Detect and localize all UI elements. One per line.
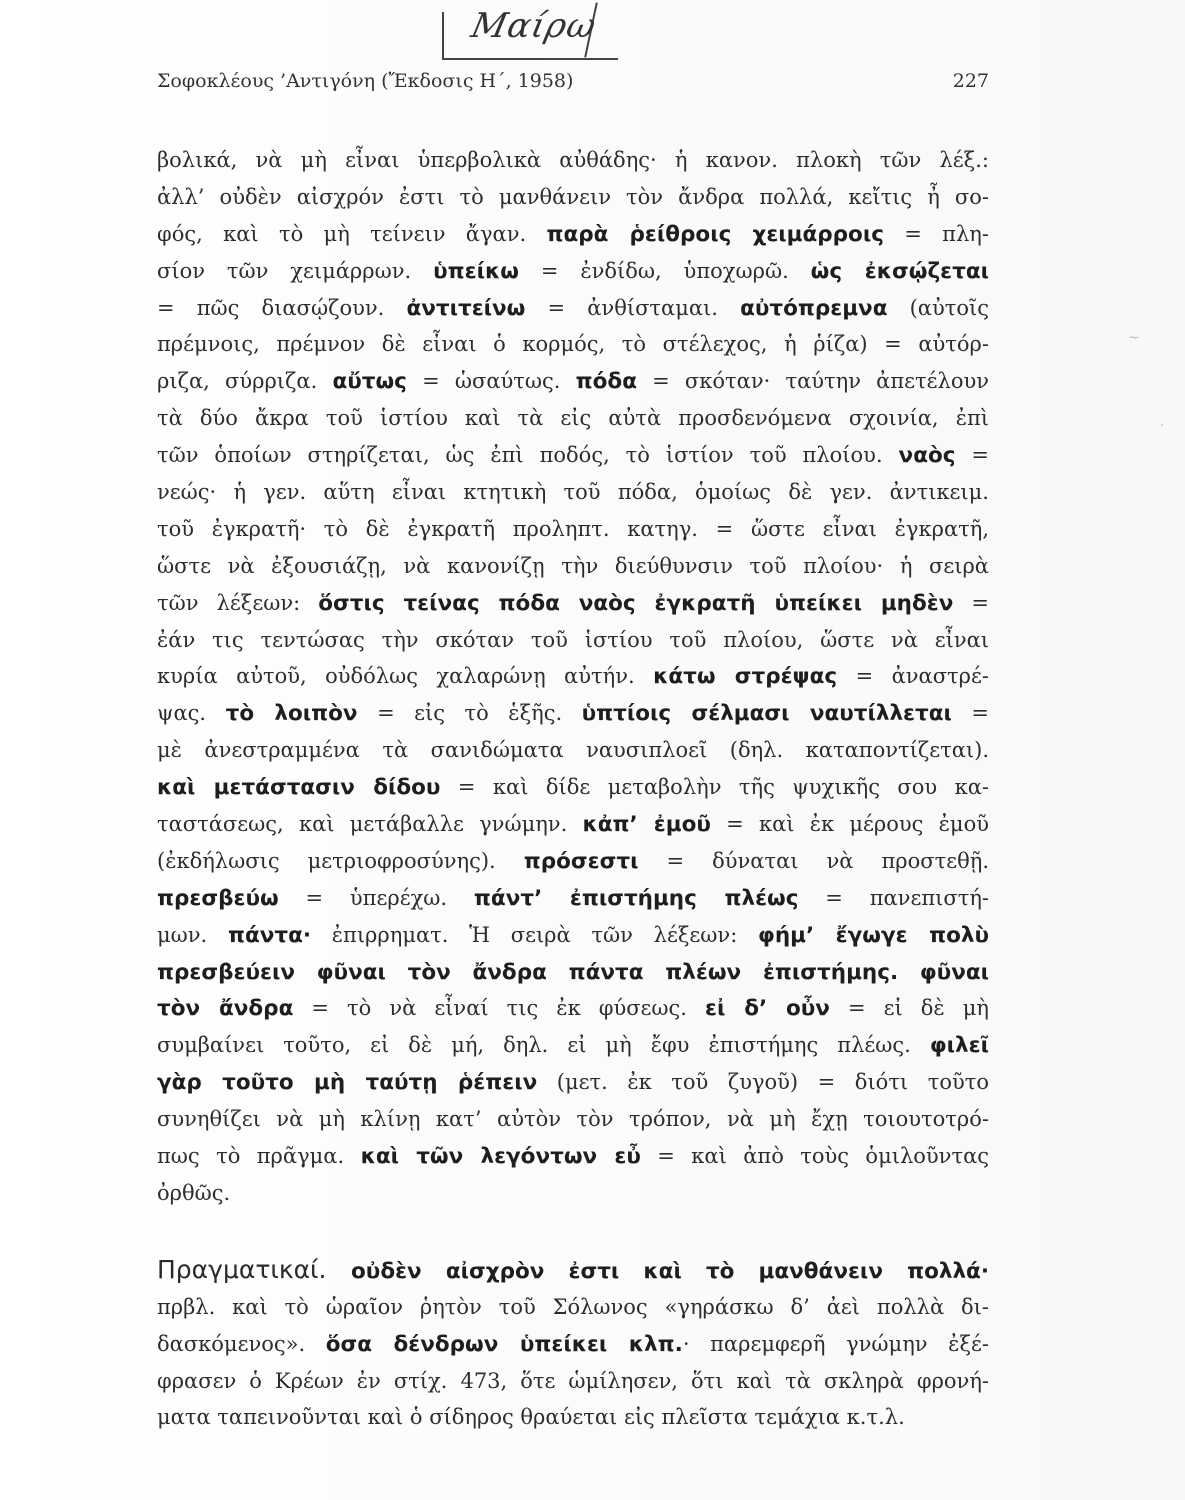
text-run: = πανεπιστή- <box>798 885 989 910</box>
text-run: = εἰς τὸ ἑξῆς. <box>357 701 582 726</box>
lemma-term: εἰ δ’ οὖν <box>705 996 830 1022</box>
lemma-term: κἀπ’ ἐμοῦ <box>582 812 711 838</box>
text-run: ὀρθῶς. <box>157 1180 231 1205</box>
lemma-term: ὑπείκω <box>433 258 519 284</box>
text-run: = πῶς διασῴζουν. <box>157 295 407 320</box>
lemma-term: γὰρ τοῦτο μὴ ταύτῃ ῥέπειν <box>157 1070 538 1096</box>
text-run: πρβλ. καὶ τὸ ὡραῖον ῥητὸν τοῦ Σόλωνος «γηράσκω δ’ ἀεὶ πολλὰ δι- <box>157 1294 989 1319</box>
text-line <box>157 326 989 363</box>
text-run: σίον τῶν χειμάρρων. <box>157 258 434 283</box>
text-run: φρασεν ὁ Κρέων ἐν στίχ. 473, ὅτε ὡμίλησεν, ὅτι καὶ τὰ σκληρὰ φρονή- <box>157 1368 989 1393</box>
text-run: = ὡσαύτως. <box>406 369 576 394</box>
text-run: ψας. <box>157 701 226 726</box>
text-line <box>157 400 989 437</box>
header-title: Σοφοκλέους ’Αντιγόνη (Ἔκδοσις Η΄, 1958) <box>157 70 574 92</box>
text-run: = ἐνδίδω, ὑποχωρῶ. <box>518 258 811 283</box>
paragraph-pragmatikai <box>157 1252 989 1436</box>
text-line <box>157 880 989 917</box>
lemma-term: παρὰ ῥείθροις χειμάρροις <box>546 221 884 247</box>
lemma-term: πάντ’ ἐπιστήμης πλέως <box>473 885 799 911</box>
text-line <box>157 437 989 474</box>
text-line <box>157 142 989 179</box>
text-run: = πλη- <box>883 221 989 246</box>
text-run: = καὶ ἐκ μέρους ἐμοῦ <box>710 812 989 837</box>
text-line <box>157 954 989 991</box>
text-run: ματα ταπεινοῦνται καὶ ὁ σίδηρος θραύεται εἰς πλεῖστα τεμάχια κ.τ.λ. <box>157 1405 905 1430</box>
text-line <box>157 1326 989 1363</box>
text-line <box>157 806 989 843</box>
text-run: νεώς· ἡ γεν. αὕτη εἶναι κτητικὴ τοῦ πόδα, ὁμοίως δὲ γεν. ἀντικειμ. <box>157 480 989 505</box>
text-run: ταστάσεως, καὶ μετάβαλλε γνώμην. <box>157 812 583 837</box>
text-run: = ἀναστρέ- <box>837 664 989 689</box>
lemma-term: ναὸς <box>898 443 956 469</box>
text-run: ἐπιρρηματ. Ἡ σειρὰ τῶν λέξεων: <box>311 922 758 947</box>
lemma-term: καὶ τῶν λεγόντων εὖ <box>360 1144 641 1170</box>
text-run: = σκόταν· ταύτην ἀπετέλουν <box>636 369 990 394</box>
lemma-term: καὶ μετάστασιν δίδου <box>157 775 441 801</box>
lemma-term: πρόσεστι <box>523 848 639 874</box>
text-run: τῶν ὁποίων στηρίζεται, ὡς ἐπὶ ποδός, τὸ ἱστίον τοῦ πλοίου. <box>157 443 899 468</box>
text-run: (μετ. ἐκ τοῦ ζυγοῦ) = διότι τοῦτο <box>537 1070 989 1095</box>
page-number: 227 <box>952 70 989 92</box>
text-run: = ὑπερέχω. <box>278 885 474 910</box>
handwritten-annotation <box>440 2 620 64</box>
text-line <box>157 990 989 1027</box>
text-run: = τὸ νὰ εἶναί τις ἐκ φύσεως. <box>293 996 706 1021</box>
text-run: συνηθίζει νὰ μὴ κλίνῃ κατ’ αὐτὸν τὸν τρόπον, νὰ μὴ ἔχῃ τοιουτοτρό- <box>157 1107 989 1132</box>
lemma-term: ὅσα δένδρων ὑπείκει κλπ. <box>325 1331 683 1357</box>
text-line <box>157 917 989 954</box>
text-line <box>157 474 989 511</box>
text-run: = εἰ δὲ μὴ <box>829 996 989 1021</box>
text-run: = δύναται νὰ προστεθῇ. <box>638 848 989 873</box>
text-run: (αὐτοῖς <box>887 295 989 320</box>
text-line <box>157 695 989 732</box>
lemma-term: πόδα <box>575 369 637 395</box>
text-run: συμβαίνει τοῦτο, εἰ δὲ μή, δηλ. εἰ μὴ ἔφυ ἐπιστήμης πλέως. <box>157 1033 930 1058</box>
text-line <box>157 1064 989 1101</box>
commentary-body <box>157 142 989 1436</box>
text-line <box>157 1252 989 1289</box>
text-run: = ἀνθίσταμαι. <box>525 295 741 320</box>
text-run: μὲ ἀνεστραμμένα τὰ σανιδώματα ναυσιπλοεῖ (δηλ. καταποντίζεται). <box>157 738 989 763</box>
lemma-term: ὑπτίοις σέλμασι ναυτίλλεται <box>581 701 952 727</box>
text-run: πως τὸ πρᾶγμα. <box>157 1144 361 1169</box>
text-line <box>157 1138 989 1175</box>
annotation-underline <box>442 58 618 60</box>
lemma-term: ἀντιτείνω <box>406 295 526 321</box>
lemma-term: αὐτόπρεμνα <box>740 295 888 321</box>
text-line <box>157 1175 989 1212</box>
margin-mark: · <box>1160 418 1165 434</box>
text-line <box>157 585 989 622</box>
lemma-term: φήμ’ ἔγωγε πολὺ <box>758 922 989 948</box>
text-run: = καὶ ἀπὸ τοὺς ὁμιλοῦντας <box>640 1144 990 1169</box>
paragraph-gap <box>157 1212 989 1252</box>
text-run: (ἐκδήλωσις μετριοφροσύνης). <box>157 848 524 873</box>
text-run: = <box>955 443 989 468</box>
lemma-term: αὔτως <box>332 369 407 395</box>
text-line <box>157 290 989 327</box>
text-run: · παρεμφερῆ γνώμην ἐξέ- <box>682 1331 989 1356</box>
text-line <box>157 511 989 548</box>
margin-mark: ~ <box>1128 330 1140 346</box>
text-line <box>157 216 989 253</box>
text-line <box>157 843 989 880</box>
text-run: ὥστε νὰ ἐξουσιάζῃ, νὰ κανονίζῃ τὴν διεύθυνσιν τοῦ πλοίου· ἡ σειρὰ <box>157 553 989 578</box>
lemma-term: τὸ λοιπὸν <box>225 701 358 727</box>
lemma-term: φιλεῖ <box>929 1033 989 1059</box>
text-run: ριζα, σύρριζα. <box>157 369 333 394</box>
text-line <box>157 1363 989 1400</box>
text-run: κυρία αὐτοῦ, οὐδόλως χαλαρώνῃ αὐτήν. <box>157 664 654 689</box>
lemma-term: ὅστις τείνας πόδα ναὸς ἐγκρατῆ ὑπείκει μηδὲν <box>318 590 954 616</box>
text-run: τοῦ ἐγκρατῆ· τὸ δὲ ἐγκρατῆ προληπτ. κατηγ. = ὥστε εἶναι ἐγκρατῆ, <box>157 516 989 541</box>
text-line <box>157 363 989 400</box>
lemma-term: οὐδὲν αἰσχρὸν ἐστι καὶ τὸ μανθάνειν πολλά· <box>351 1258 989 1284</box>
text-line <box>157 1399 989 1436</box>
paragraph-glossary <box>157 142 989 1212</box>
text-run: = <box>953 590 989 615</box>
text-run: = <box>951 701 989 726</box>
text-run: φός, καὶ τὸ μὴ τείνειν ἄγαν. <box>157 221 547 246</box>
text-run: μων. <box>157 922 228 947</box>
lemma-term: τὸν ἄνδρα <box>157 996 294 1022</box>
lemma-term: πάντα· <box>227 922 312 948</box>
text-line <box>157 658 989 695</box>
running-header <box>157 70 989 100</box>
handwritten-note: Μαίρω <box>467 6 601 46</box>
text-line <box>157 253 989 290</box>
lemma-term: πρεσβεύω <box>157 885 279 911</box>
text-line <box>157 1027 989 1064</box>
lemma-term: κάτω στρέψας <box>653 664 838 690</box>
text-run: δασκόμενος». <box>157 1331 326 1356</box>
text-run: βολικά, νὰ μὴ εἶναι ὑπερβολικὰ αὐθάδης· ἡ κανον. πλοκὴ τῶν λέξ.: <box>157 148 989 172</box>
text-line <box>157 1289 989 1326</box>
text-line <box>157 1101 989 1138</box>
text-run: τῶν λέξεων: <box>157 590 319 615</box>
text-run: = καὶ δίδε μεταβολὴν τῆς ψυχικῆς σου κα- <box>440 775 989 800</box>
text-line <box>157 769 989 806</box>
text-line <box>157 179 989 216</box>
text-line <box>157 622 989 659</box>
text-run: τὰ δύο ἄκρα τοῦ ἱστίου καὶ τὰ εἰς αὐτὰ προσδενόμενα σχοινία, ἐπὶ <box>157 406 989 431</box>
text-run: ἐάν τις τεντώσας τὴν σκόταν τοῦ ἱστίου τοῦ πλοίου, ὥστε νὰ εἶναι <box>157 627 989 652</box>
annotation-bracket-left <box>442 12 444 60</box>
section-lead: Πραγματικαί. <box>157 1254 352 1284</box>
text-run: πρέμνοις, πρέμνον δὲ εἶναι ὁ κορμός, τὸ στέλεχος, ἡ ῥίζα) = αὐτόρ- <box>157 332 989 357</box>
lemma-term: ὡς ἐκσῴζεται <box>810 258 990 284</box>
text-run: ἀλλ’ οὐδὲν αἰσχρόν ἐστι τὸ μανθάνειν τὸν ἄνδρα πολλά, κεἴτις ἦ σο- <box>157 184 989 209</box>
lemma-term: πρεσβεύειν φῦναι τὸν ἄνδρα πάντα πλέων ἐπιστήμης. φῦναι <box>157 959 989 985</box>
text-line <box>157 732 989 769</box>
text-line <box>157 548 989 585</box>
